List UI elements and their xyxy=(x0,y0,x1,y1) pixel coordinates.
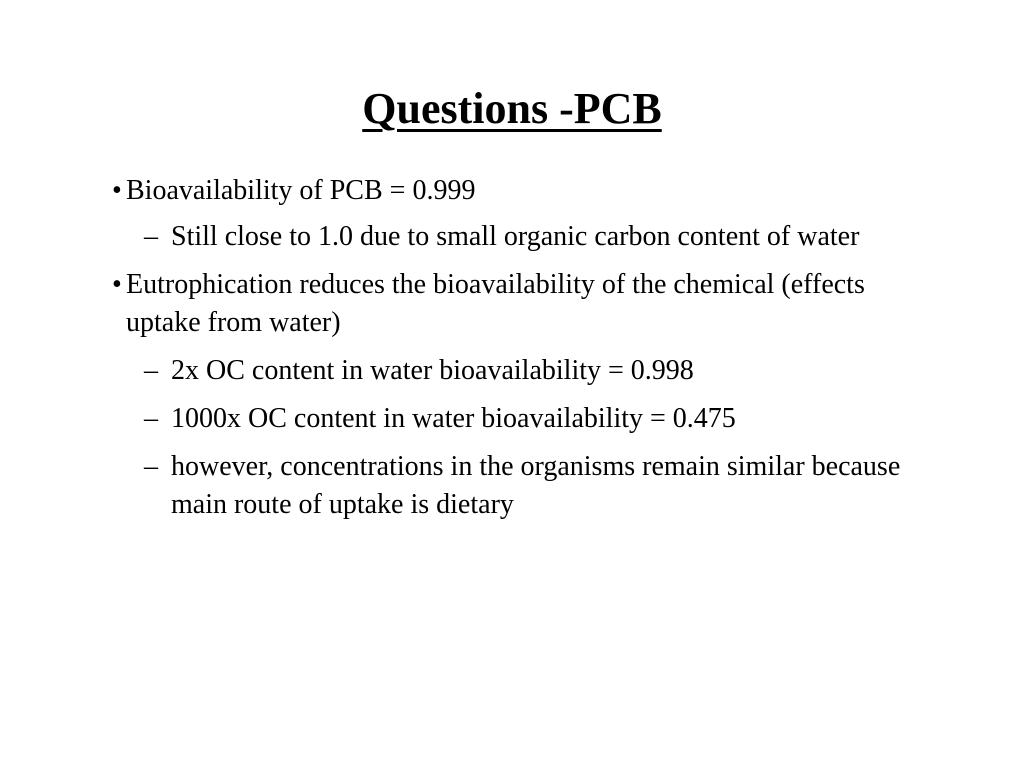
bullet-icon: • xyxy=(112,175,122,206)
sub-bullet-item-dietary-uptake xyxy=(0,448,1024,524)
bullet-icon: • xyxy=(112,269,122,300)
sub-bullet-item-2x-oc xyxy=(0,352,1024,390)
dash-icon: – xyxy=(144,403,158,434)
bullet-text: Bioavailability of PCB = 0.999 xyxy=(126,175,476,206)
dash-icon: – xyxy=(144,221,158,252)
bullet-list xyxy=(0,172,1024,524)
sub-bullet-text: Still close to 1.0 due to small organic carbon content of water xyxy=(171,221,860,252)
sub-bullet-item-close-to-one xyxy=(0,218,1024,256)
sub-bullet-text: however, concentrations in the organisms remain similar because main route of uptake is dietary xyxy=(171,451,901,520)
bullet-text: Eutrophication reduces the bioavailability of the chemical (effects uptake from water) xyxy=(126,269,865,338)
sub-bullet-text: 1000x OC content in water bioavailability = 0.475 xyxy=(171,403,736,434)
sub-bullet-text: 2x OC content in water bioavailability = 0.998 xyxy=(171,355,694,386)
bullet-item-bioavailability xyxy=(0,172,1024,210)
dash-icon: – xyxy=(144,355,158,386)
slide-title: Questions -PCB xyxy=(362,84,662,133)
dash-icon: – xyxy=(144,451,158,482)
sub-bullet-item-1000x-oc xyxy=(0,400,1024,438)
bullet-item-eutrophication xyxy=(0,266,1024,342)
